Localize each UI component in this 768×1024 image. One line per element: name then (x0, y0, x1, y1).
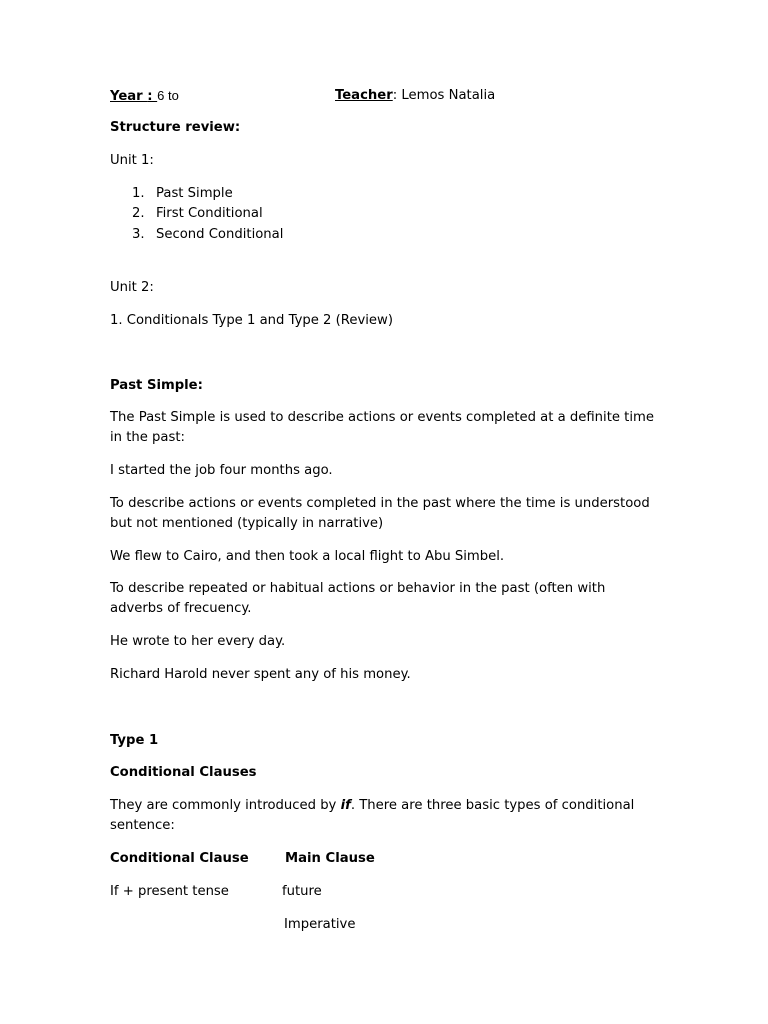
year-value: 6 to (157, 88, 179, 103)
list-item: Past Simple (156, 186, 233, 201)
past-simple-paragraph-3: To describe repeated or habitual actions or behavior in the past (often with adverbs of frecuency. (110, 581, 606, 616)
main-clause-header: Main Clause (285, 851, 375, 866)
past-simple-example-2: We flew to Cairo, and then took a local flight to Abu Simbel. (110, 549, 505, 564)
past-simple-example-3: He wrote to her every day. (110, 634, 286, 649)
past-simple-paragraph-1: The Past Simple is used to describe actions or events completed at a definite time in the past: (110, 410, 654, 445)
list-item-number: 3. (132, 227, 145, 242)
list-item-number: 1. (132, 186, 145, 201)
past-simple-paragraph-2: To describe actions or events completed in the past where the time is understood but not mentioned (typically in narrative) (110, 496, 650, 531)
intro-text-b: . There are three basic types of conditional sentence: (110, 798, 635, 833)
teacher-label: Teacher (335, 88, 393, 103)
row1-main: future (282, 884, 322, 899)
row2-main: Imperative (284, 917, 356, 932)
past-simple-heading: Past Simple: (110, 378, 203, 393)
row1-conditional: If + present tense (110, 884, 229, 899)
intro-if: if (340, 798, 351, 813)
past-simple-example-1: I started the job four months ago. (110, 463, 333, 478)
intro-text-a: They are commonly introduced by (110, 798, 341, 813)
year-colon: : (147, 89, 158, 104)
year-label: Year (110, 89, 148, 104)
type1-heading: Type 1 (110, 733, 159, 748)
unit2-title: Unit 2: (110, 280, 154, 295)
conditional-intro (110, 796, 655, 836)
conditional-clause-header: Conditional Clause (110, 851, 249, 866)
header-line (110, 86, 179, 107)
list-item-number: 2. (132, 206, 145, 221)
teacher-line (335, 86, 495, 106)
unit1-title: Unit 1: (110, 153, 154, 168)
list-item: First Conditional (156, 206, 263, 221)
teacher-name: : Lemos Natalia (392, 88, 496, 103)
structure-review-heading: Structure review: (110, 120, 241, 135)
unit2-item: 1. Conditionals Type 1 and Type 2 (Review) (110, 313, 393, 328)
list-item: Second Conditional (156, 227, 284, 242)
conditional-clauses-heading: Conditional Clauses (110, 765, 257, 780)
past-simple-example-4: Richard Harold never spent any of his money. (110, 667, 411, 682)
